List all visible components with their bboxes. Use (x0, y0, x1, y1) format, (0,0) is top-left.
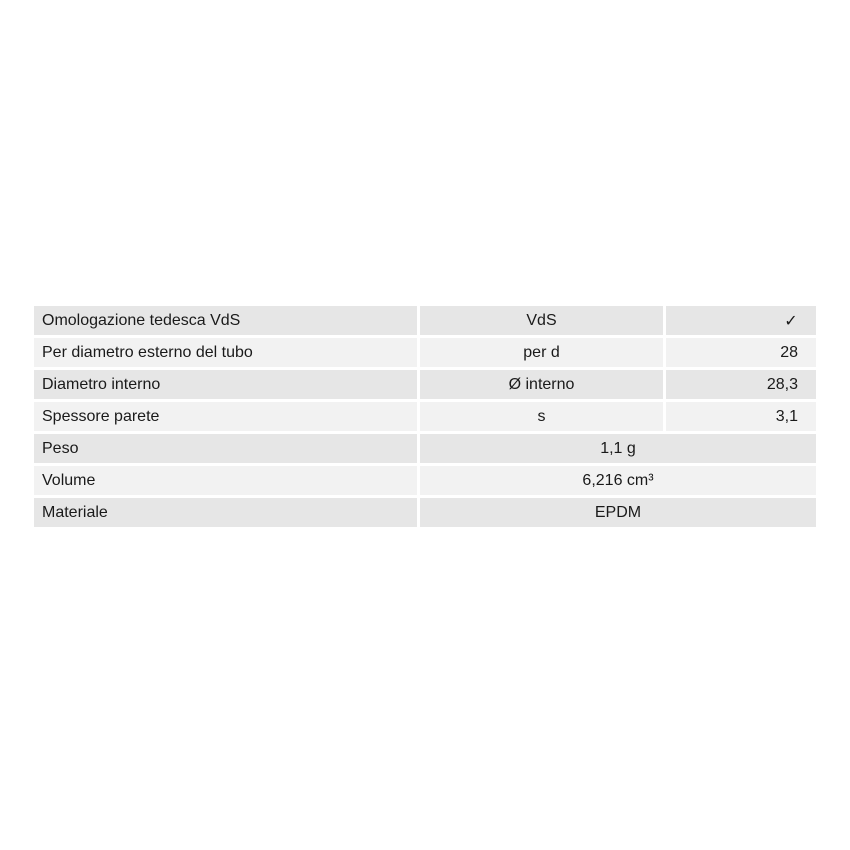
spec-table (31, 303, 819, 530)
table-row-outer-diameter (34, 338, 816, 367)
table-row-volume (34, 466, 816, 495)
row-value: 1,1 g (420, 434, 816, 463)
row-key: Ø interno (420, 370, 663, 399)
row-key: s (420, 402, 663, 431)
table-row-inner-diameter (34, 370, 816, 399)
table-row-weight (34, 434, 816, 463)
table-row-material (34, 498, 816, 527)
row-label: Volume (34, 466, 417, 495)
row-label: Materiale (34, 498, 417, 527)
row-value: 28,3 (666, 370, 816, 399)
row-key: VdS (420, 306, 663, 335)
row-value: ✓ (784, 312, 798, 330)
row-value: 3,1 (666, 402, 816, 431)
row-value: EPDM (420, 498, 816, 527)
row-label: Peso (34, 434, 417, 463)
row-label: Omologazione tedesca VdS (34, 306, 417, 335)
checkmark-icon (666, 306, 816, 335)
row-label: Spessore parete (34, 402, 417, 431)
row-value: 28 (666, 338, 816, 367)
row-label: Per diametro esterno del tubo (34, 338, 417, 367)
table-row-wall-thickness (34, 402, 816, 431)
row-value: 6,216 cm³ (420, 466, 816, 495)
row-key: per d (420, 338, 663, 367)
row-label: Diametro interno (34, 370, 417, 399)
table-row-vds-approval (34, 306, 816, 335)
